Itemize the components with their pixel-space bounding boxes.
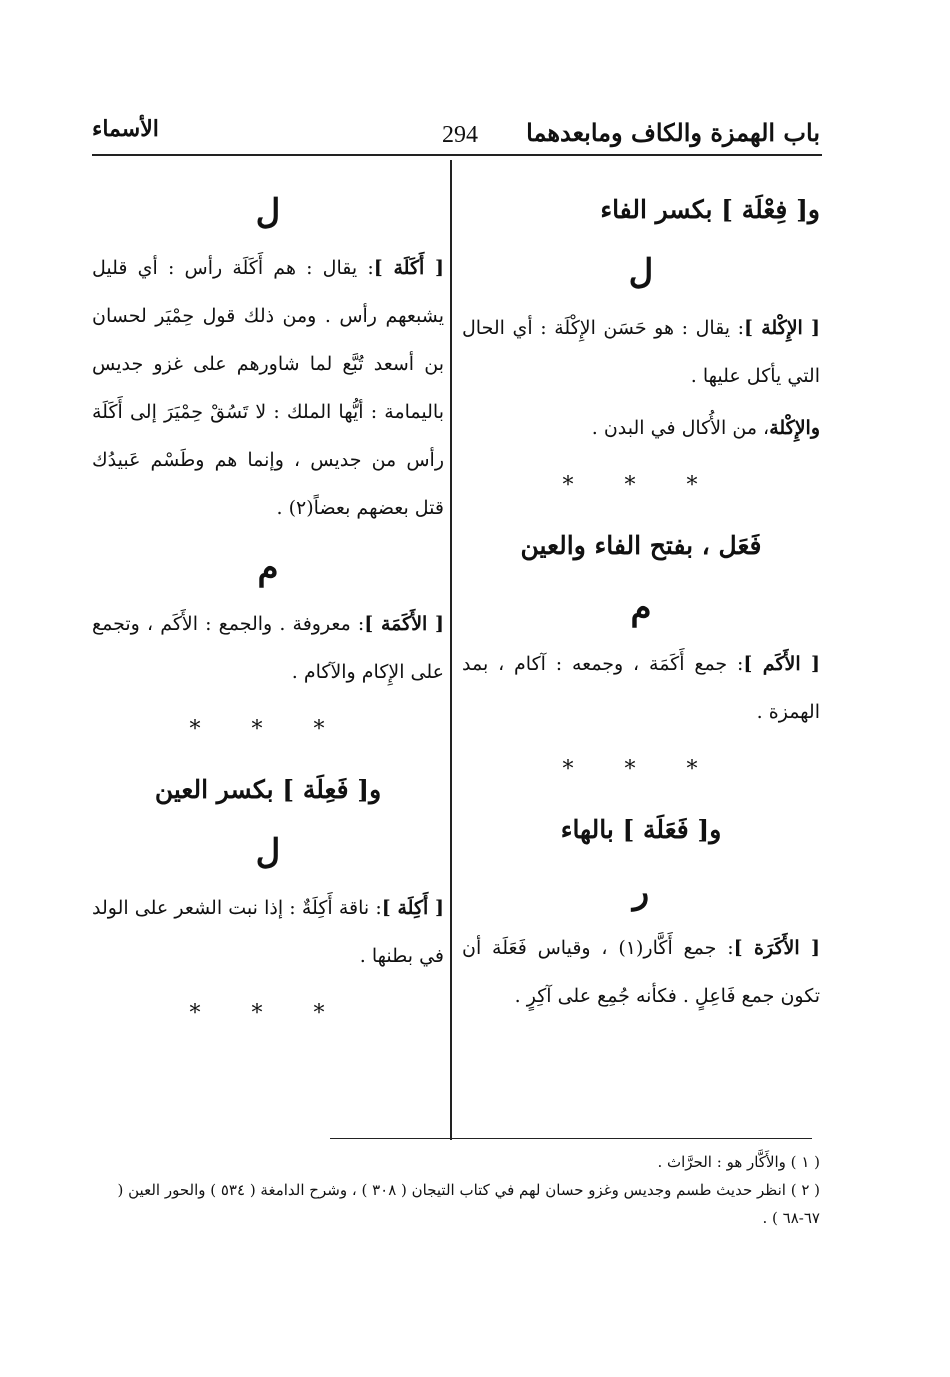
heading-fila: و[ فِعْلَة ] بكسر الفاء [600,195,820,224]
entry-text: : يقال : هم أَكَلَة رأس : أي قليل يشبعهم رأس . ومن ذلك قول حِمْيَر لحسان بن أسعد تُبَّع لما شاورهم على غزو جديس باليمامة : أيُّها الملك : لا تَسُقْ حِمْيَرَ إلى أَكَلَة رأس من جديس ، وإنما هم وطَسْم عَبيدُك قتل بعضهم بعضاً(٢) . [92,257,444,519]
separator-stars: * * * [562,757,720,782]
entry-akala [92,244,444,532]
separator-stars: * * * [189,1001,347,1026]
entry-text: : جمع أَكَّار(١) ، وقياس فَعَلَة أن تكون جمع فَاعِلٍ . فكأنه جُمِع على آكِرٍ . [462,937,820,1007]
page-number: 294 [442,122,478,148]
letter-mim: م [630,588,652,628]
entry-head: [ الإِكْلة ] [744,317,820,339]
letter-mim: م [257,548,279,588]
letter-lam: ل [255,192,281,232]
section-title: الأسماء [92,116,159,142]
entry-text: : يقال : هو حَسَن الإِكْلَة : أي الحال التي يأكل عليها . [462,317,820,387]
entry-akara [462,924,820,1020]
entry-head: والإِكْلة [769,417,820,439]
footnote-rule [330,1138,812,1139]
right-column [462,180,820,1024]
footnote-2: ( ٢ ) انظر حديث طسم وجديس وغزو حسان لهم في كتاب التيجان ( ٣٠٨ ) ، وشرح الدامغة ( ٥٣٤ ) والحور العين ( ٦٧-٦٨ ) . [117,1181,820,1227]
separator-stars: * * * [562,473,720,498]
entry-text: ، من الأُكال في البدن . [591,417,770,439]
entry-head: [ الأَكَمَة ] [364,613,444,635]
header-rule [92,154,822,156]
letter-lam-2: ل [255,832,281,872]
heading-faal: فَعَل ، بفتح الفاء والعين [520,531,762,560]
entry-head: [ أَكِلَة ] [381,897,444,919]
entry-akam [462,640,820,736]
entry-ikla [462,304,820,400]
column-divider [450,160,452,1140]
entry-head: [ الأَكَرَة ] [733,937,821,959]
footnotes [90,1148,820,1232]
footnote-1: ( ١ ) والأَكَّار هو : الحرَّاث . [657,1153,820,1171]
entry-head: [ الأَكَم ] [743,653,820,675]
left-column [92,180,444,1044]
entry-text: : جمع أَكَمَة ، وجمعه : آكام ، بمد الهمزة . [462,653,820,723]
letter-ra: ر [632,872,650,912]
entry-akila [92,884,444,980]
entry-head: [ أَكَلَة ] [373,257,445,279]
heading-faila: و[ فَعِلَة ] بكسر العين [154,775,382,804]
letter-lam: ل [628,252,654,292]
entry-text: : معروفة . والجمع : الأَكَم ، وتجمع على الإِكام والآكام . [92,613,444,683]
entry-text: : ناقة أَكِلَةٌ : إذا نبت الشعر على الولد في بطنها . [92,897,444,967]
heading-faala: و[ فَعَلَة ] بالهاء [560,815,722,844]
separator-stars: * * * [189,717,347,742]
entry-ikla-2 [462,404,820,452]
entry-akama [92,600,444,696]
chapter-title: باب الهمزة والكاف ومابعدهما [526,118,820,147]
